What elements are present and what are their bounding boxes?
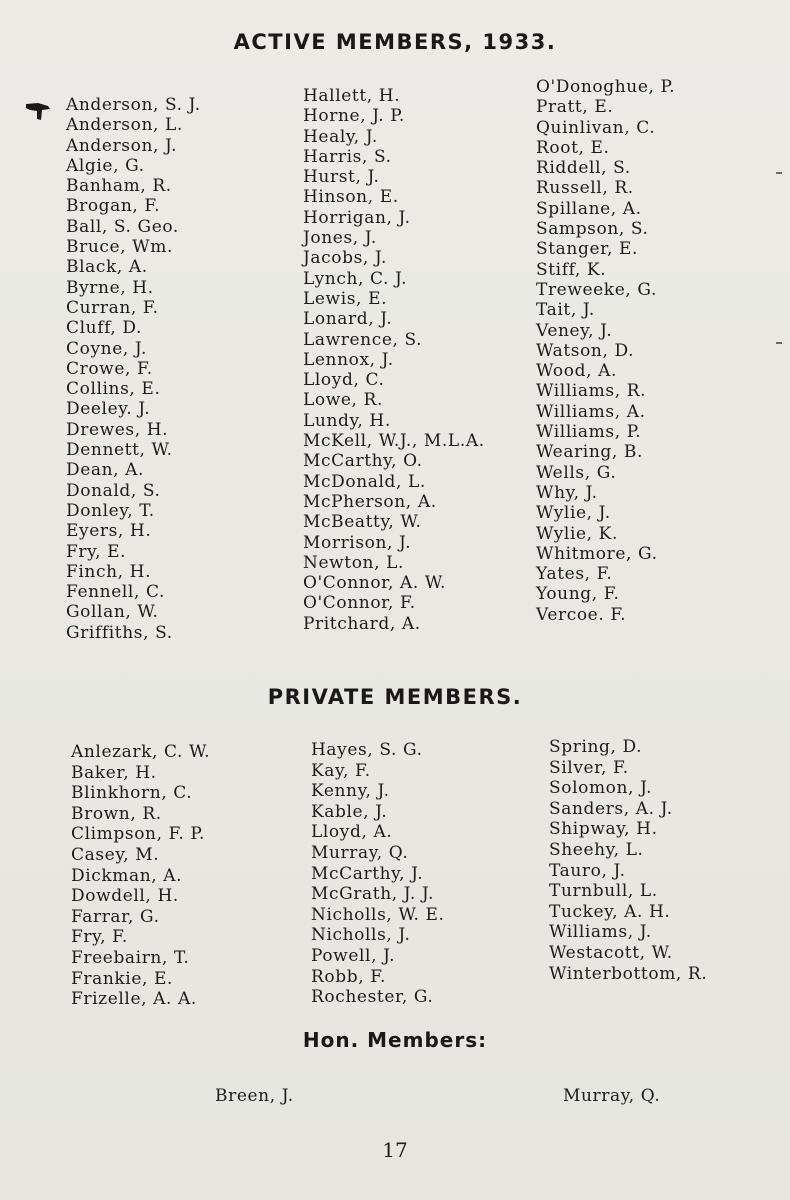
- member-name: Dowdell, H.: [71, 886, 179, 907]
- member-name: Jacobs, J.: [303, 248, 388, 269]
- member-name: Hayes, S. G.: [311, 740, 423, 760]
- member-name: Lonard, J.: [303, 309, 393, 330]
- member-name: Riddell, S.: [536, 158, 631, 179]
- member-name: Dickman, A.: [71, 865, 183, 886]
- member-name: Vercoe. F.: [536, 604, 627, 625]
- member-name: Donald, S.: [66, 480, 161, 501]
- member-name: Ball, S. Geo.: [66, 216, 179, 237]
- member-name: Morrison, J.: [303, 532, 412, 553]
- pointing-hand-icon: [24, 100, 52, 122]
- member-name: Pratt, E.: [536, 97, 614, 118]
- member-name: Wylie, K.: [536, 523, 618, 544]
- member-name: Silver, F.: [549, 757, 629, 778]
- member-name: Donley, T.: [66, 500, 155, 521]
- member-name: Lloyd, A.: [311, 822, 393, 843]
- member-name: Why, J.: [536, 482, 598, 503]
- member-name: Harris, S.: [303, 146, 392, 167]
- member-name: Powell, J.: [311, 945, 396, 966]
- member-name: Banham, R.: [66, 176, 172, 197]
- member-name: Stiff, K.: [536, 259, 607, 280]
- member-name: Watson, D.: [536, 340, 635, 361]
- member-name: Anderson, S. J.: [66, 95, 201, 115]
- member-name: Brown, R.: [71, 803, 162, 824]
- member-name: Griffiths, S.: [66, 622, 173, 643]
- member-name: Solomon, J.: [549, 778, 653, 799]
- active-members-heading: ACTIVE MEMBERS, 1933.: [233, 30, 557, 54]
- member-name: Nicholls, J.: [311, 925, 411, 946]
- member-name: Kenny, J.: [311, 781, 390, 802]
- active-members-column-2: [303, 86, 485, 634]
- member-name: Crowe, F.: [66, 358, 153, 379]
- member-name: Whitmore, G.: [536, 543, 658, 564]
- member-name: Wylie, J.: [536, 503, 611, 524]
- member-name: Anderson, L.: [66, 115, 183, 136]
- member-name: Anderson, J.: [66, 135, 178, 156]
- member-name: McGrath, J. J.: [311, 884, 434, 905]
- member-name: Black, A.: [66, 257, 148, 278]
- member-name: Horrigan, J.: [303, 207, 411, 228]
- member-name: Algie, G.: [66, 155, 145, 176]
- member-name: Dean, A.: [66, 460, 145, 481]
- member-name: Climpson, F. P.: [71, 824, 205, 845]
- member-name: Deeley. J.: [66, 399, 151, 420]
- member-name: Drewes, H.: [66, 419, 169, 440]
- member-name: Sheehy, L.: [549, 839, 644, 860]
- member-name: Farrar, G.: [71, 906, 160, 927]
- member-name: Coyne, J.: [66, 338, 147, 359]
- member-name: Lowe, R.: [303, 390, 383, 411]
- member-name: Gollan, W.: [66, 602, 159, 623]
- member-name: Healy, J.: [303, 126, 378, 147]
- member-name: Root, E.: [536, 137, 610, 158]
- member-name: Williams, A.: [536, 401, 646, 422]
- member-name: Williams, J.: [549, 922, 652, 943]
- member-name: Rochester, G.: [311, 987, 434, 1008]
- member-name: Winterbottom, R.: [549, 963, 708, 984]
- member-name: Lloyd, C.: [303, 370, 385, 391]
- scan-mark: [776, 342, 782, 344]
- member-name: Stanger, E.: [536, 239, 638, 260]
- member-name: Williams, P.: [536, 422, 642, 443]
- honorary-members-heading: Hon. Members:: [302, 1028, 488, 1052]
- member-name: Wells, G.: [536, 462, 617, 483]
- member-name: Tauro, J.: [549, 860, 626, 881]
- honorary-member-right: Murray, Q.: [563, 1086, 661, 1106]
- member-name: Williams, R.: [536, 381, 647, 402]
- member-name: Brogan, F.: [66, 196, 161, 217]
- member-name: O'Connor, A. W.: [303, 573, 447, 594]
- member-name: Kable, J.: [311, 801, 388, 822]
- member-name: Yates, F.: [536, 564, 613, 585]
- member-name: O'Connor, F.: [303, 593, 416, 614]
- member-name: O'Donoghue, P.: [536, 77, 676, 97]
- member-name: Anlezark, C. W.: [71, 742, 211, 762]
- member-name: Byrne, H.: [66, 277, 154, 298]
- member-name: Freebairn, T.: [71, 947, 190, 968]
- member-name: Quinlivan, C.: [536, 117, 656, 138]
- private-members-heading: PRIVATE MEMBERS.: [267, 685, 523, 709]
- active-members-column-3: [536, 77, 675, 625]
- member-name: Wood, A.: [536, 361, 617, 382]
- member-name: McCarthy, J.: [311, 863, 424, 884]
- member-name: Eyers, H.: [66, 521, 152, 542]
- member-name: Lennox, J.: [303, 349, 394, 370]
- member-name: Pritchard, A.: [303, 613, 421, 634]
- member-name: McKell, W.J., M.L.A.: [303, 431, 485, 452]
- member-name: Shipway, H.: [549, 819, 658, 840]
- member-name: McPherson, A.: [303, 491, 437, 512]
- member-name: Tuckey, A. H.: [549, 901, 671, 922]
- member-name: Dennett, W.: [66, 440, 173, 461]
- member-name: Hallett, H.: [303, 86, 401, 106]
- member-name: Cluff, D.: [66, 318, 143, 339]
- scan-mark: [776, 172, 782, 174]
- member-name: Frankie, E.: [71, 968, 174, 989]
- member-name: Wearing, B.: [536, 442, 643, 463]
- active-members-column-1: [66, 95, 201, 643]
- member-name: Hinson, E.: [303, 187, 399, 208]
- private-members-column-2: [311, 740, 445, 1008]
- member-name: Lynch, C. J.: [303, 268, 408, 289]
- page-number: 17: [382, 1138, 408, 1162]
- member-name: Nicholls, W. E.: [311, 904, 445, 925]
- member-name: Baker, H.: [71, 762, 157, 783]
- member-name: McCarthy, O.: [303, 451, 423, 472]
- member-name: Fry, F.: [71, 927, 128, 948]
- member-name: Blinkhorn, C.: [71, 783, 193, 804]
- member-name: Casey, M.: [71, 844, 160, 865]
- member-name: Treweeke, G.: [536, 279, 657, 300]
- member-name: Finch, H.: [66, 561, 152, 582]
- member-name: Fennell, C.: [66, 582, 165, 603]
- member-name: Lawrence, S.: [303, 329, 423, 350]
- member-name: Fry, E.: [66, 541, 127, 562]
- member-name: McBeatty, W.: [303, 512, 422, 533]
- member-name: Veney, J.: [536, 320, 613, 341]
- member-name: Jones, J.: [303, 228, 377, 249]
- member-name: Sampson, S.: [536, 219, 649, 240]
- member-name: Collins, E.: [66, 379, 161, 400]
- member-name: Frizelle, A. A.: [71, 989, 197, 1010]
- member-name: Westacott, W.: [549, 942, 673, 963]
- private-members-column-1: [71, 742, 210, 1010]
- member-name: McDonald, L.: [303, 471, 426, 492]
- member-name: Spring, D.: [549, 737, 643, 757]
- member-name: Sanders, A. J.: [549, 798, 673, 819]
- member-name: Murray, Q.: [311, 842, 409, 863]
- member-name: Spillane, A.: [536, 198, 642, 219]
- honorary-member-left: Breen, J.: [215, 1086, 294, 1106]
- private-members-column-3: [549, 737, 707, 984]
- member-name: Lundy, H.: [303, 410, 391, 431]
- member-name: Russell, R.: [536, 178, 634, 199]
- member-name: Young, F.: [536, 584, 620, 605]
- member-name: Curran, F.: [66, 297, 159, 318]
- member-name: Kay, F.: [311, 760, 371, 781]
- member-name: Horne, J. P.: [303, 106, 405, 127]
- member-name: Robb, F.: [311, 966, 386, 987]
- member-name: Newton, L.: [303, 552, 405, 573]
- member-name: Hurst, J.: [303, 167, 380, 188]
- member-name: Lewis, E.: [303, 288, 388, 309]
- member-name: Tait, J.: [536, 300, 595, 321]
- member-name: Bruce, Wm.: [66, 237, 173, 258]
- member-name: Turnbull, L.: [549, 881, 658, 902]
